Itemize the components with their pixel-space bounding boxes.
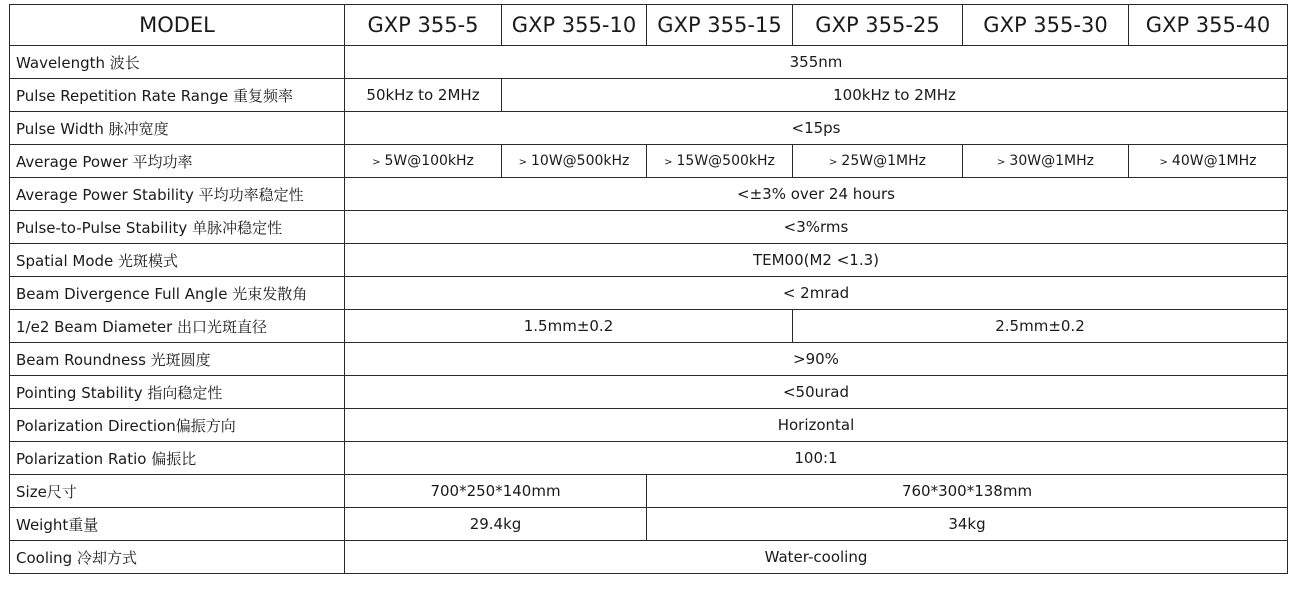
value-beam-diameter-2: 2.5mm±0.2 bbox=[793, 310, 1288, 343]
table-row bbox=[10, 178, 1288, 211]
value-pol-direction: Horizontal bbox=[345, 409, 1288, 442]
value-divergence: < 2mrad bbox=[345, 277, 1288, 310]
value-avg-power-5 bbox=[963, 145, 1129, 178]
value-beam-diameter-1: 1.5mm±0.2 bbox=[345, 310, 793, 343]
table-row bbox=[10, 409, 1288, 442]
model-col-1: GXP 355-5 bbox=[345, 5, 502, 46]
value-weight-1: 29.4kg bbox=[345, 508, 647, 541]
row-label-beam-diameter: 1/e2 Beam Diameter 出口光斑直径 bbox=[10, 310, 345, 343]
table-row bbox=[10, 541, 1288, 574]
value-avg-power-3 bbox=[647, 145, 793, 178]
greater-than-sign: > bbox=[518, 157, 527, 168]
model-header: MODEL bbox=[10, 5, 345, 46]
value-rep-rate-2: 100kHz to 2MHz bbox=[502, 79, 1288, 112]
value-power-stability: <±3% over 24 hours bbox=[345, 178, 1288, 211]
table-row bbox=[10, 277, 1288, 310]
value-avg-power-text: 10W@500kHz bbox=[531, 153, 630, 169]
table-row bbox=[10, 343, 1288, 376]
row-label-pulse-width: Pulse Width 脉冲宽度 bbox=[10, 112, 345, 145]
value-roundness: >90% bbox=[345, 343, 1288, 376]
value-avg-power-text: 40W@1MHz bbox=[1171, 153, 1257, 169]
value-avg-power-text: 25W@1MHz bbox=[841, 153, 926, 169]
row-label-spatial-mode: Spatial Mode 光斑模式 bbox=[10, 244, 345, 277]
value-size-1: 700*250*140mm bbox=[345, 475, 647, 508]
value-pol-ratio: 100:1 bbox=[345, 442, 1288, 475]
table-row bbox=[10, 244, 1288, 277]
row-label-size: Size尺寸 bbox=[10, 475, 345, 508]
table-row bbox=[10, 508, 1288, 541]
table-row bbox=[10, 46, 1288, 79]
row-label-avg-power: Average Power 平均功率 bbox=[10, 145, 345, 178]
table-row bbox=[10, 310, 1288, 343]
table-row bbox=[10, 376, 1288, 409]
value-avg-power-6 bbox=[1129, 145, 1288, 178]
row-label-wavelength: Wavelength 波长 bbox=[10, 46, 345, 79]
value-p2p-stability: <3%rms bbox=[345, 211, 1288, 244]
row-label-roundness: Beam Roundness 光斑圆度 bbox=[10, 343, 345, 376]
row-label-p2p-stability: Pulse-to-Pulse Stability 单脉冲稳定性 bbox=[10, 211, 345, 244]
row-label-rep-rate: Pulse Repetition Rate Range 重复频率 bbox=[10, 79, 345, 112]
model-col-5: GXP 355-30 bbox=[963, 5, 1129, 46]
value-avg-power-text: 15W@500kHz bbox=[676, 153, 775, 169]
row-label-weight: Weight重量 bbox=[10, 508, 345, 541]
greater-than-sign: > bbox=[372, 157, 381, 168]
table-row bbox=[10, 442, 1288, 475]
table-row bbox=[10, 112, 1288, 145]
model-col-3: GXP 355-15 bbox=[647, 5, 793, 46]
table-row bbox=[10, 145, 1288, 178]
greater-than-sign: > bbox=[1159, 157, 1168, 168]
row-label-pointing: Pointing Stability 指向稳定性 bbox=[10, 376, 345, 409]
value-weight-2: 34kg bbox=[647, 508, 1288, 541]
model-col-2: GXP 355-10 bbox=[502, 5, 647, 46]
greater-than-sign: > bbox=[664, 157, 673, 168]
value-size-2: 760*300*138mm bbox=[647, 475, 1288, 508]
value-avg-power-2 bbox=[502, 145, 647, 178]
greater-than-sign: > bbox=[997, 157, 1006, 168]
table-row bbox=[10, 211, 1288, 244]
value-avg-power-text: 5W@100kHz bbox=[384, 153, 474, 169]
row-label-pol-ratio: Polarization Ratio 偏振比 bbox=[10, 442, 345, 475]
value-avg-power-1 bbox=[345, 145, 502, 178]
value-cooling: Water-cooling bbox=[345, 541, 1288, 574]
row-label-power-stability: Average Power Stability 平均功率稳定性 bbox=[10, 178, 345, 211]
spec-table bbox=[9, 4, 1288, 574]
header-row bbox=[10, 5, 1288, 46]
value-pulse-width: <15ps bbox=[345, 112, 1288, 145]
model-col-6: GXP 355-40 bbox=[1129, 5, 1288, 46]
model-col-4: GXP 355-25 bbox=[793, 5, 963, 46]
table-row bbox=[10, 475, 1288, 508]
value-pointing: <50urad bbox=[345, 376, 1288, 409]
row-label-pol-direction: Polarization Direction偏振方向 bbox=[10, 409, 345, 442]
row-label-divergence: Beam Divergence Full Angle 光束发散角 bbox=[10, 277, 345, 310]
greater-than-sign: > bbox=[829, 157, 838, 168]
value-avg-power-text: 30W@1MHz bbox=[1009, 153, 1094, 169]
row-label-cooling: Cooling 冷却方式 bbox=[10, 541, 345, 574]
value-wavelength: 355nm bbox=[345, 46, 1288, 79]
value-spatial-mode: TEM00(M2 <1.3) bbox=[345, 244, 1288, 277]
value-rep-rate-1: 50kHz to 2MHz bbox=[345, 79, 502, 112]
value-avg-power-4 bbox=[793, 145, 963, 178]
table-row bbox=[10, 79, 1288, 112]
